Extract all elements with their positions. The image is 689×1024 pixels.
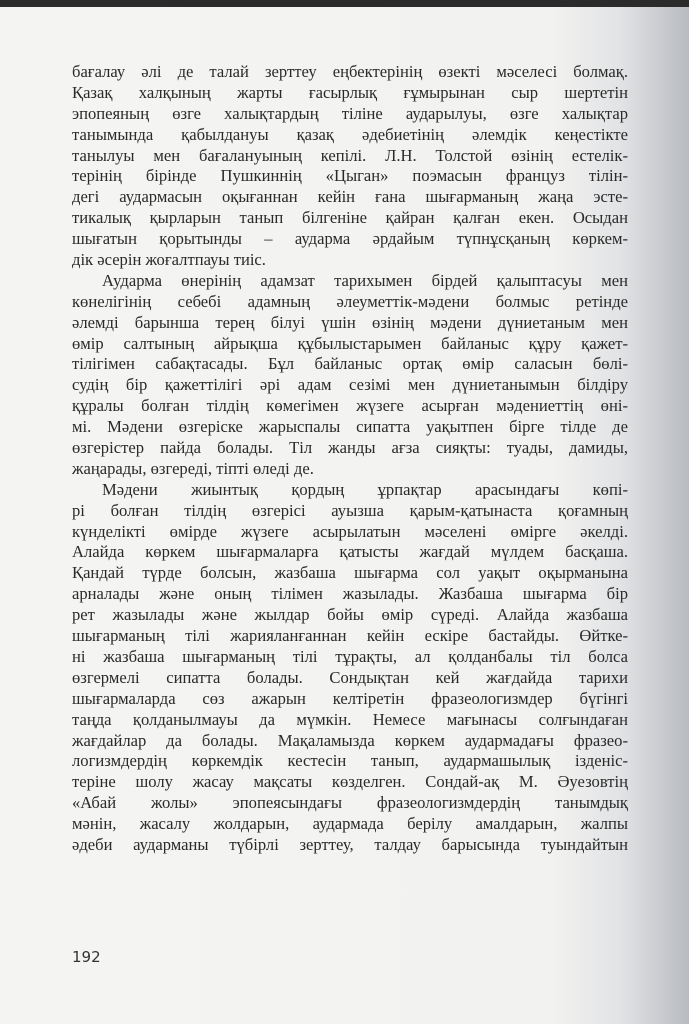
text-line: дік әсерін жоғалтпауы тиіс. <box>72 250 266 270</box>
text-line: тілігімен сабақтасады. Бұл байланыс ортақ өмір саласын бөлі- <box>72 354 628 374</box>
text-line: Алайда көркем шығармаларға қатысты жағдай мүлдем басқаша. <box>72 542 628 562</box>
text-line: шығатын қорытынды – аударма әрдайым түпнұсқаның көркем- <box>72 229 628 249</box>
text-line: таңда қолданылмауы да мүмкін. Немесе мағынасы солғындаған <box>72 709 628 729</box>
text-line: әлемді барынша терең білуі үшін өзінің мәдени дүниетаным мен <box>72 312 628 332</box>
scan-top-edge <box>0 0 689 7</box>
text-line: шығарманың тілі жарияланғаннан кейін ескіре бастайды. Өйтке- <box>72 626 628 646</box>
text-line: терінің бірінде Пушкиннің «Цыган» поэмасын француз тілін- <box>72 166 628 186</box>
text-line: Аударма өнерінің адамзат тарихымен бірдей қалыптасуы мен <box>102 270 628 290</box>
paragraph <box>72 480 628 856</box>
text-line: логизмдердің көркемдік кестесін танып, аудармашылық ізденіс- <box>72 751 628 771</box>
paragraph <box>72 62 628 271</box>
text-line: танымында қабылдануы қазақ әдебиетінің әлемдік кеңестікте <box>72 124 628 144</box>
text-line: күнделікті өмірде жүзеге асырылатын мәселені өмірге әкелді. <box>72 521 628 541</box>
text-line: Қандай түрде болсын, жазбаша шығарма сол уақыт оқырманына <box>72 563 628 583</box>
text-line: тикалық қырларын танып білгеніне қайран қалған екен. Осыдан <box>72 208 628 228</box>
text-line: ні жазбаша шығарманың тілі тұрақты, ал қолданбалы тіл болса <box>72 646 628 666</box>
text-line: судің бір қажеттілігі әрі адам сезімі мен дүниетанымын білдіру <box>72 375 628 395</box>
text-line: жағдайлар да болады. Мақаламызда көркем аудармадағы фразео- <box>72 730 628 750</box>
text-line: өзгерістер пайда болады. Тіл жанды ағза сияқты: туады, дамиды, <box>72 438 628 458</box>
text-line: танылуы мен бағалануының кепілі. Л.Н. Толстой өзінің естелік- <box>72 145 628 165</box>
text-line: көнелігінің себебі адамның әлеуметтік-мәдени болмыс ретінде <box>72 291 628 311</box>
text-line: құралы болған тілдің көмегімен жүзеге асырған мәдениеттің өні- <box>72 396 628 416</box>
text-line: бағалау әлі де талай зерттеу еңбектерінің өзекті мәселесі болмақ. <box>72 62 628 81</box>
text-line: Мәдени жиынтық қордың ұрпақтар арасындағы көпі- <box>102 479 628 499</box>
text-line: жаңарады, өзгереді, тіпті өледі де. <box>72 458 314 478</box>
text-line: «Абай жолы» эпопеясындағы фразеологизмдердің танымдық <box>72 793 628 813</box>
paragraph <box>72 271 628 480</box>
text-line: Қазақ халқының жарты ғасырлық ғұмырынан сыр шертетін <box>72 82 628 102</box>
text-line: арналады және оның тілімен жазылады. Жазбаша шығарма бір <box>72 584 628 604</box>
page-number: 192 <box>72 948 101 966</box>
text-line: дегі аудармасын оқығаннан кейін ғана шығарманың жаңа эсте- <box>72 187 628 207</box>
text-line: өзгермелі сипатта болады. Сондықтан кей жағдайда тарихи <box>72 667 628 687</box>
text-line: мәнін, жасалу жолдарын, аудармада берілу амалдарын, жалпы <box>72 814 628 834</box>
text-line: эпопеяның өзге халықтардың тіліне аударылуы, өзге халықтар <box>72 103 628 123</box>
text-line: әдеби аударманы түбірлі зерттеу, талдау барысында туындайтын <box>72 834 628 854</box>
text-line: рет жазылады және жылдар бойы өмір сүреді. Алайда жазбаша <box>72 605 628 625</box>
text-line: өмір салтының айрықша құбылыстарымен байланыс құру қажет- <box>72 333 628 353</box>
body-text <box>72 62 628 856</box>
text-line: мі. Мәдени өзгеріске жарыспалы сипатта уақытпен бірге тілде де <box>72 417 628 437</box>
text-line: шығармаларда сөз ажарын келтіретін фразеологизмдер бүгінгі <box>72 688 628 708</box>
text-line: рі болған тілдің өзгерісі ауызша қарым-қатынаста қоғамның <box>72 500 628 520</box>
text-line: теріне шолу жасау мақсаты көзделген. Сондай-ақ М. Әуезовтің <box>72 772 628 792</box>
